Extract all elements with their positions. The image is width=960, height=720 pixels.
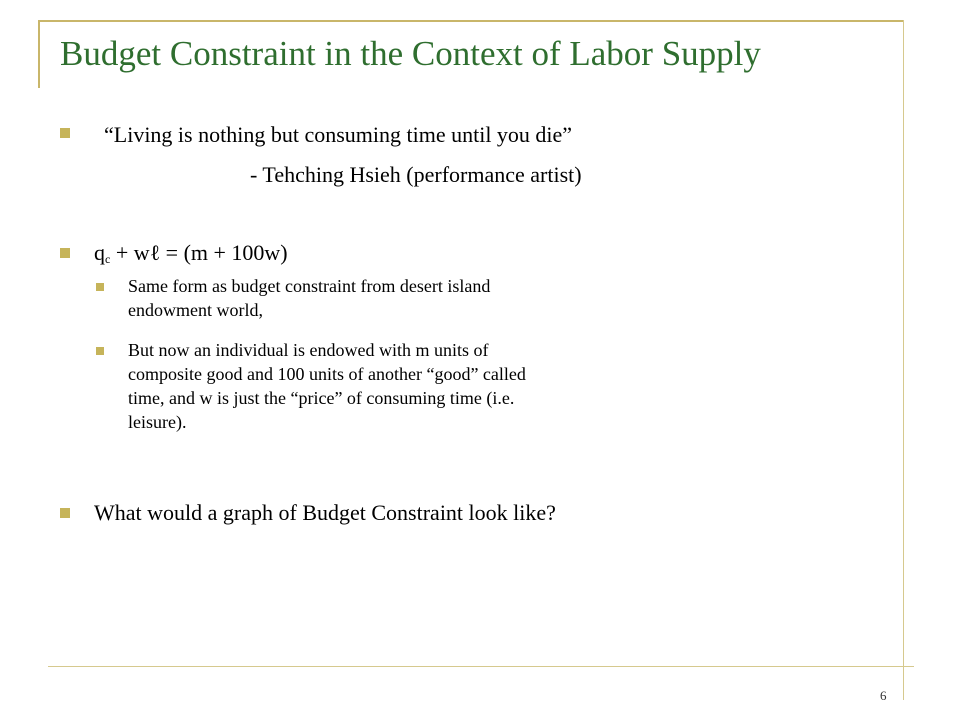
equation-q: q [94,240,105,265]
sub-bullet-1-line-2: endowment world, [128,300,263,320]
sub-bullet-2-line-1: But now an individual is endowed with m units of [128,340,489,360]
frame-left-rule [38,20,40,88]
slide-title: Budget Constraint in the Context of Labor Supply [60,34,761,73]
sub-bullet-2-line-2: composite good and 100 units of another “good” called [128,364,526,384]
bullet-marker-equation [60,248,70,258]
equation-rest: + wℓ = (m + 100w) [110,240,288,265]
sub-bullet-marker-2 [96,347,104,355]
sub-bullet-marker-1 [96,283,104,291]
bullet-marker-question [60,508,70,518]
sub-bullet-1-line-1: Same form as budget constraint from desert island [128,276,491,296]
equation-subscript: c [105,252,111,266]
sub-bullet-2-line-3: time, and w is just the “price” of consuming time (i.e. [128,388,515,408]
sub-bullet-2-line-4: leisure). [128,412,187,432]
quote-attribution: - Tehching Hsieh (performance artist) [250,162,582,187]
frame-top-rule [38,20,904,22]
frame-right-rule [903,20,904,700]
bullet-marker-quote [60,128,70,138]
frame-bottom-rule [48,666,914,667]
quote-text: “Living is nothing but consuming time until you die” [104,122,573,147]
graph-question: What would a graph of Budget Constraint look like? [94,500,556,525]
sub-bullet-1 [128,274,490,322]
page-number: 6 [880,688,887,703]
budget-equation [94,240,288,267]
sub-bullet-2 [128,338,526,434]
